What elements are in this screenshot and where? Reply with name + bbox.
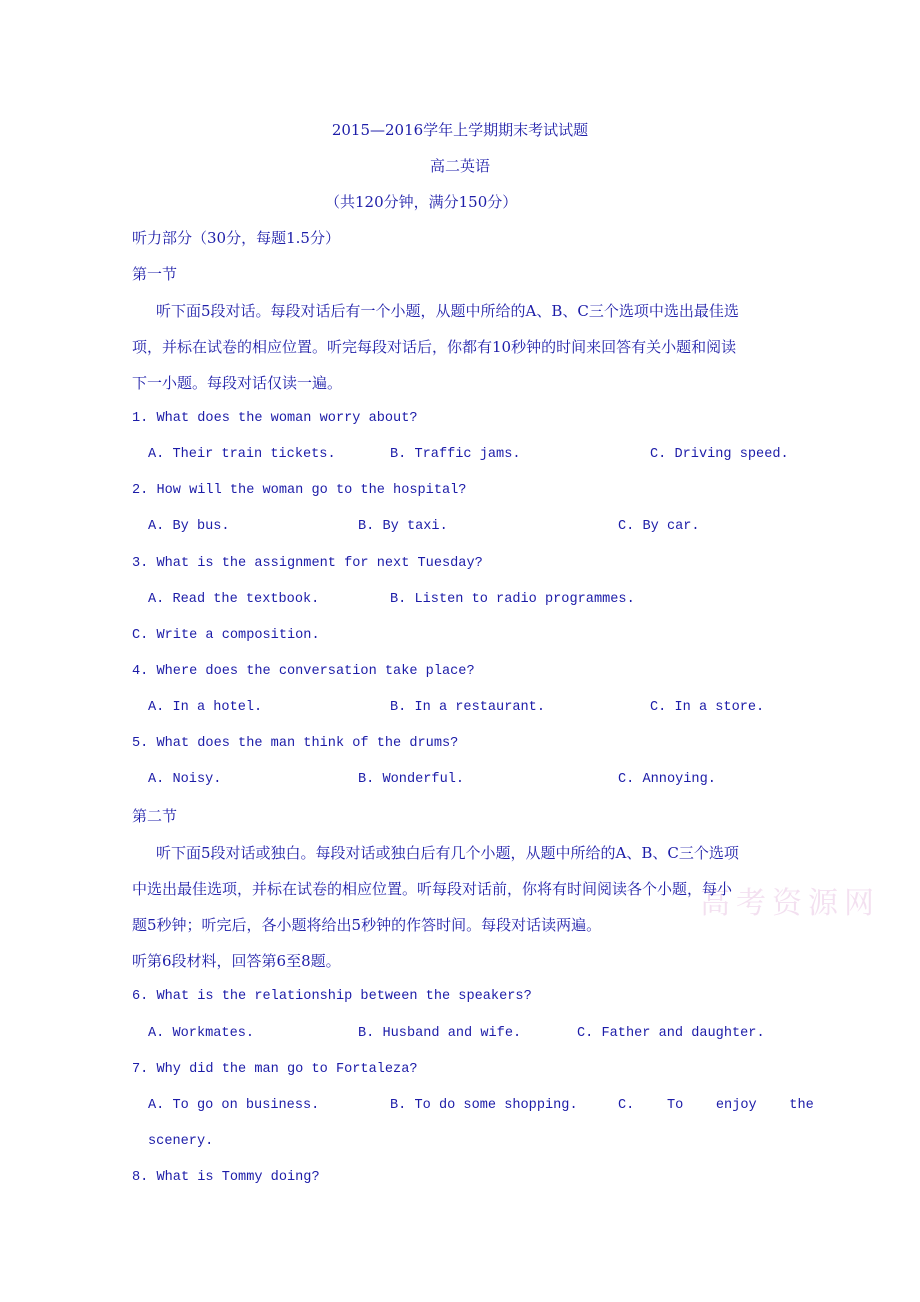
section1-instructions: 听下面5段对话。每段对话后有一个小题，从题中所给的A、B、C三个选项中选出最佳选 — [156, 302, 739, 320]
option-a: A. Noisy. — [148, 772, 222, 787]
question-1: 1. What does the woman worry about? — [132, 411, 418, 426]
option-b: B. By taxi. — [358, 519, 448, 534]
subject-title: 高二英语 — [429, 157, 490, 175]
option-c: C. Write a composition. — [132, 628, 320, 643]
exam-info: （共120分钟，满分150分） — [325, 193, 518, 211]
option-c: C. Driving speed. — [650, 447, 789, 462]
section2-instructions: 中选出最佳选项，并标在试卷的相应位置。听每段对话前，你将有时间阅读各个小题，每小 — [132, 880, 733, 898]
question-4: 4. Where does the conversation take place? — [132, 664, 475, 679]
question-2: 2. How will the woman go to the hospital? — [132, 483, 467, 498]
question-5: 5. What does the man think of the drums? — [132, 736, 459, 751]
section1-heading: 第一节 — [132, 265, 178, 283]
watermark: 高考资源网 — [700, 886, 880, 921]
page-title: 2015—2016学年上学期期末考试试题 — [331, 121, 589, 139]
option-a: A. Read the textbook. — [148, 592, 320, 607]
option-b: B. Traffic jams. — [390, 447, 521, 462]
question-3: 3. What is the assignment for next Tuesday? — [132, 556, 483, 571]
option-a: A. Their train tickets. — [148, 447, 336, 462]
part-heading: 听力部分（30分，每题1.5分） — [132, 229, 340, 247]
option-b: B. Wonderful. — [358, 772, 465, 787]
section2-instructions: 题5秒钟；听完后，各小题将给出5秒钟的作答时间。每段对话读两遍。 — [132, 916, 602, 934]
question-7: 7. Why did the man go to Fortaleza? — [132, 1062, 418, 1077]
option-b: B. To do some shopping. — [390, 1098, 578, 1113]
option-c-continued: scenery. — [148, 1134, 214, 1149]
question-6: 6. What is the relationship between the speakers? — [132, 989, 532, 1004]
option-c: C. Father and daughter. — [577, 1026, 765, 1041]
option-a: A. To go on business. — [148, 1098, 320, 1113]
section2-instructions: 听下面5段对话或独白。每段对话或独白后有几个小题，从题中所给的A、B、C三个选项 — [156, 844, 739, 862]
option-a: A. By bus. — [148, 519, 230, 534]
option-b: B. Listen to radio programmes. — [390, 592, 635, 607]
option-c: C. Annoying. — [618, 772, 716, 787]
option-a: A. Workmates. — [148, 1026, 255, 1041]
option-b: B. In a restaurant. — [390, 700, 545, 715]
material-6-heading: 听第6段材料，回答第6至8题。 — [132, 952, 341, 970]
section1-instructions: 下一小题。每段对话仅读一遍。 — [132, 374, 343, 392]
option-b: B. Husband and wife. — [358, 1026, 522, 1041]
section1-instructions: 项，并标在试卷的相应位置。听完每段对话后，你都有10秒钟的时间来回答有关小题和阅读 — [132, 338, 737, 356]
option-c: C. To enjoy the — [618, 1098, 814, 1113]
option-a: A. In a hotel. — [148, 700, 263, 715]
option-c: C. By car. — [618, 519, 700, 534]
option-c: C. In a store. — [650, 700, 765, 715]
section2-heading: 第二节 — [132, 807, 178, 825]
question-8: 8. What is Tommy doing? — [132, 1170, 320, 1185]
